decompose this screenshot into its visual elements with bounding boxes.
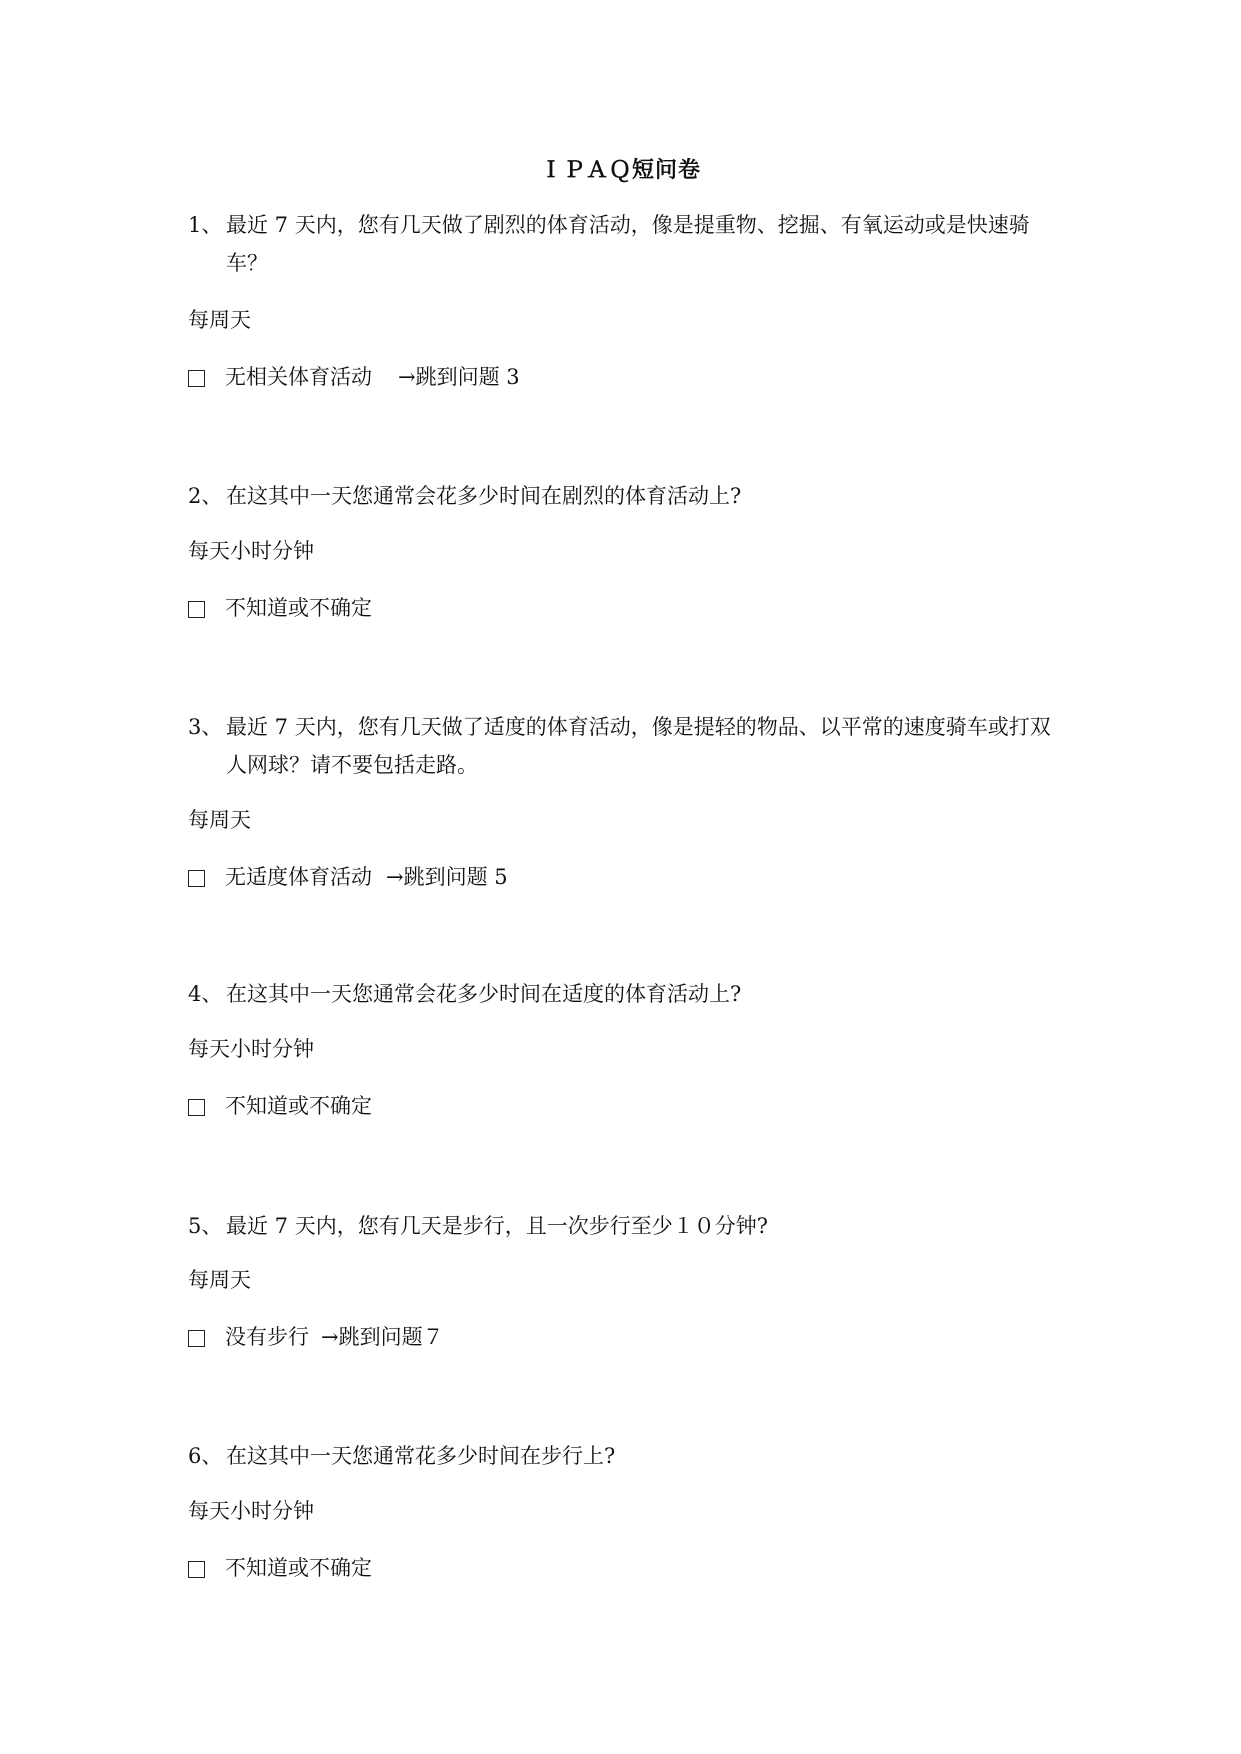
checkbox[interactable] bbox=[188, 870, 205, 887]
option-row bbox=[188, 1091, 372, 1121]
skip-instruction: →跳到问题 3 bbox=[398, 365, 520, 389]
checkbox[interactable] bbox=[188, 1099, 205, 1116]
question-3 bbox=[188, 708, 1068, 784]
question-number: 4、 bbox=[188, 982, 223, 1006]
option-row bbox=[188, 593, 372, 623]
question-text: 在这其中一天您通常花多少时间在步行上? bbox=[226, 1444, 616, 1468]
question-2 bbox=[188, 477, 1068, 515]
question-number: 6、 bbox=[188, 1444, 223, 1468]
answer-line: 每周天 bbox=[188, 308, 251, 332]
question-text: 最近 7 天内，您有几天做了剧烈的体育活动，像是提重物、挖掘、有氧运动或是快速骑车？ bbox=[226, 213, 1030, 275]
option-row bbox=[188, 1322, 444, 1352]
checkbox[interactable] bbox=[188, 1330, 205, 1347]
question-number: 5、 bbox=[188, 1214, 223, 1238]
question-text: 最近 7 天内，您有几天是步行，且一次步行至少１０分钟? bbox=[226, 1214, 768, 1238]
option-row bbox=[188, 1553, 372, 1583]
skip-instruction: →跳到问题 5 bbox=[386, 865, 508, 889]
answer-line: 每周天 bbox=[188, 1268, 251, 1292]
question-4 bbox=[188, 975, 1068, 1013]
question-6 bbox=[188, 1437, 1068, 1475]
option-label: 不知道或不确定 bbox=[225, 1094, 372, 1118]
checkbox[interactable] bbox=[188, 370, 205, 387]
answer-line: 每天小时分钟 bbox=[188, 1037, 314, 1061]
question-text: 最近 7 天内，您有几天做了适度的体育活动，像是提轻的物品、以平常的速度骑车或打双人网球？请不要包括走路。 bbox=[226, 715, 1051, 777]
option-label: 没有步行 bbox=[225, 1325, 309, 1349]
option-label: 不知道或不确定 bbox=[225, 596, 372, 620]
option-row bbox=[188, 362, 520, 392]
option-label: 无相关体育活动 bbox=[225, 365, 372, 389]
option-row bbox=[188, 862, 508, 892]
question-number: 3、 bbox=[188, 715, 223, 739]
checkbox[interactable] bbox=[188, 601, 205, 618]
question-text: 在这其中一天您通常会花多少时间在剧烈的体育活动上? bbox=[226, 484, 742, 508]
checkbox[interactable] bbox=[188, 1561, 205, 1578]
question-1 bbox=[188, 206, 1068, 282]
page-title: ＩＰＡＱ短问卷 bbox=[539, 157, 701, 183]
skip-instruction: →跳到问题７ bbox=[321, 1325, 444, 1349]
question-number: 2、 bbox=[188, 484, 223, 508]
answer-line: 每天小时分钟 bbox=[188, 1499, 314, 1523]
option-label: 无适度体育活动 bbox=[225, 865, 372, 889]
answer-line: 每周天 bbox=[188, 808, 251, 832]
option-label: 不知道或不确定 bbox=[225, 1556, 372, 1580]
answer-line: 每天小时分钟 bbox=[188, 539, 314, 563]
question-5 bbox=[188, 1207, 1068, 1245]
question-text: 在这其中一天您通常会花多少时间在适度的体育活动上? bbox=[226, 982, 742, 1006]
question-number: 1、 bbox=[188, 213, 223, 237]
